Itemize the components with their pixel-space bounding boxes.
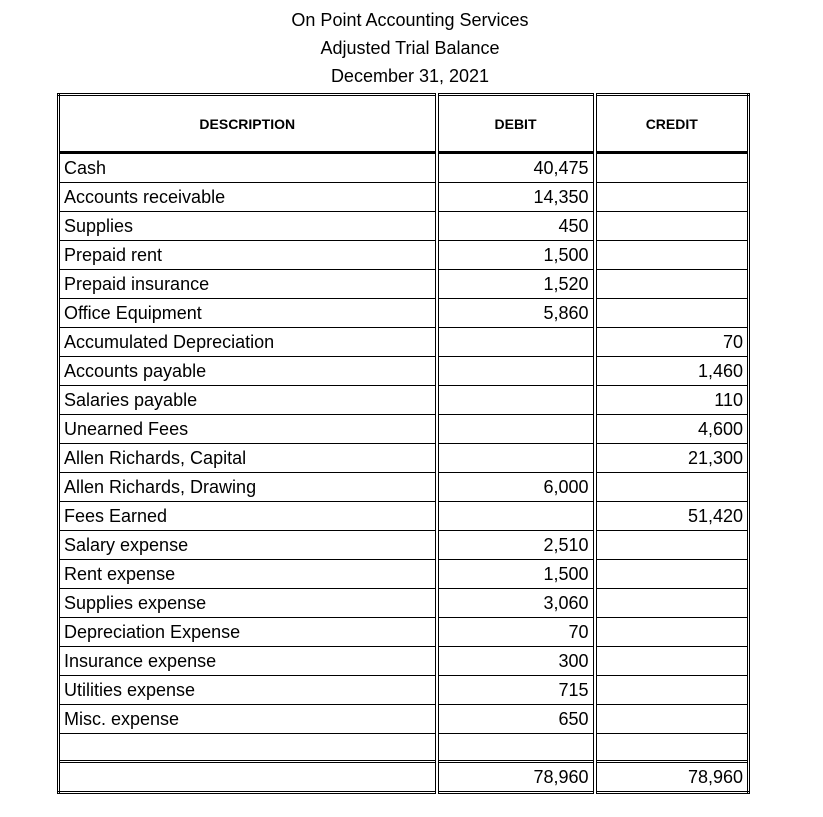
table-row (59, 415, 749, 444)
debit-amount: 1,500 (437, 241, 595, 270)
table-row (59, 473, 749, 502)
credit-amount (595, 618, 749, 647)
column-header-description: DESCRIPTION (59, 95, 437, 153)
report-date: December 31, 2021 (330, 66, 490, 86)
table-row (59, 444, 749, 473)
credit-amount (595, 153, 749, 183)
table-row (59, 560, 749, 589)
blank-cell (595, 734, 749, 762)
credit-amount (595, 531, 749, 560)
account-name: Fees Earned (59, 502, 437, 531)
table-row (59, 328, 749, 357)
credit-amount: 51,420 (595, 502, 749, 531)
table-row (59, 270, 749, 299)
credit-amount (595, 589, 749, 618)
debit-amount (437, 357, 595, 386)
debit-amount: 3,060 (437, 589, 595, 618)
total-credit: 78,960 (595, 762, 749, 793)
debit-amount (437, 328, 595, 357)
account-name: Accounts receivable (59, 183, 437, 212)
account-name: Accounts payable (59, 357, 437, 386)
account-name: Supplies expense (59, 589, 437, 618)
account-name: Utilities expense (59, 676, 437, 705)
account-name: Accumulated Depreciation (59, 328, 437, 357)
debit-amount: 40,475 (437, 153, 595, 183)
table-row (59, 153, 749, 183)
account-name: Allen Richards, Drawing (59, 473, 437, 502)
table-row (59, 502, 749, 531)
column-header-credit: CREDIT (595, 95, 749, 153)
blank-cell (437, 734, 595, 762)
blank-row (59, 734, 749, 762)
credit-amount (595, 241, 749, 270)
debit-amount: 6,000 (437, 473, 595, 502)
debit-amount: 1,520 (437, 270, 595, 299)
total-debit: 78,960 (437, 762, 595, 793)
header-row (59, 95, 749, 153)
table-row (59, 386, 749, 415)
account-name: Salary expense (59, 531, 437, 560)
table-row (59, 647, 749, 676)
account-name: Rent expense (59, 560, 437, 589)
account-name: Insurance expense (59, 647, 437, 676)
table-row (59, 183, 749, 212)
debit-amount (437, 415, 595, 444)
credit-amount (595, 473, 749, 502)
report-title: Adjusted Trial Balance (320, 38, 500, 58)
credit-amount (595, 270, 749, 299)
debit-amount: 650 (437, 705, 595, 734)
column-header-debit: DEBIT (437, 95, 595, 153)
credit-amount (595, 183, 749, 212)
table-row (59, 676, 749, 705)
credit-amount (595, 647, 749, 676)
blank-cell (59, 734, 437, 762)
credit-amount (595, 676, 749, 705)
table-row (59, 357, 749, 386)
table-row (59, 241, 749, 270)
debit-amount: 70 (437, 618, 595, 647)
account-name: Cash (59, 153, 437, 183)
credit-amount (595, 705, 749, 734)
table-row (59, 705, 749, 734)
credit-amount: 4,600 (595, 415, 749, 444)
debit-amount (437, 444, 595, 473)
credit-amount (595, 299, 749, 328)
account-name: Prepaid rent (59, 241, 437, 270)
debit-amount: 1,500 (437, 560, 595, 589)
credit-amount: 21,300 (595, 444, 749, 473)
debit-amount: 5,860 (437, 299, 595, 328)
account-name: Unearned Fees (59, 415, 437, 444)
table-row (59, 589, 749, 618)
credit-amount: 70 (595, 328, 749, 357)
debit-amount (437, 386, 595, 415)
account-name: Prepaid insurance (59, 270, 437, 299)
account-name: Office Equipment (59, 299, 437, 328)
totals-label (59, 762, 437, 793)
credit-amount: 1,460 (595, 357, 749, 386)
credit-amount (595, 560, 749, 589)
trial-balance-table (57, 93, 750, 794)
company-name: On Point Accounting Services (291, 10, 529, 30)
account-name: Allen Richards, Capital (59, 444, 437, 473)
table-row (59, 531, 749, 560)
credit-amount (595, 212, 749, 241)
table-row (59, 618, 749, 647)
debit-amount (437, 502, 595, 531)
table-row (59, 212, 749, 241)
totals-row (59, 762, 749, 793)
debit-amount: 2,510 (437, 531, 595, 560)
account-name: Salaries payable (59, 386, 437, 415)
account-name: Depreciation Expense (59, 618, 437, 647)
credit-amount: 110 (595, 386, 749, 415)
report-header (270, 6, 550, 90)
debit-amount: 300 (437, 647, 595, 676)
debit-amount: 450 (437, 212, 595, 241)
account-name: Misc. expense (59, 705, 437, 734)
account-name: Supplies (59, 212, 437, 241)
debit-amount: 715 (437, 676, 595, 705)
debit-amount: 14,350 (437, 183, 595, 212)
table-row (59, 299, 749, 328)
